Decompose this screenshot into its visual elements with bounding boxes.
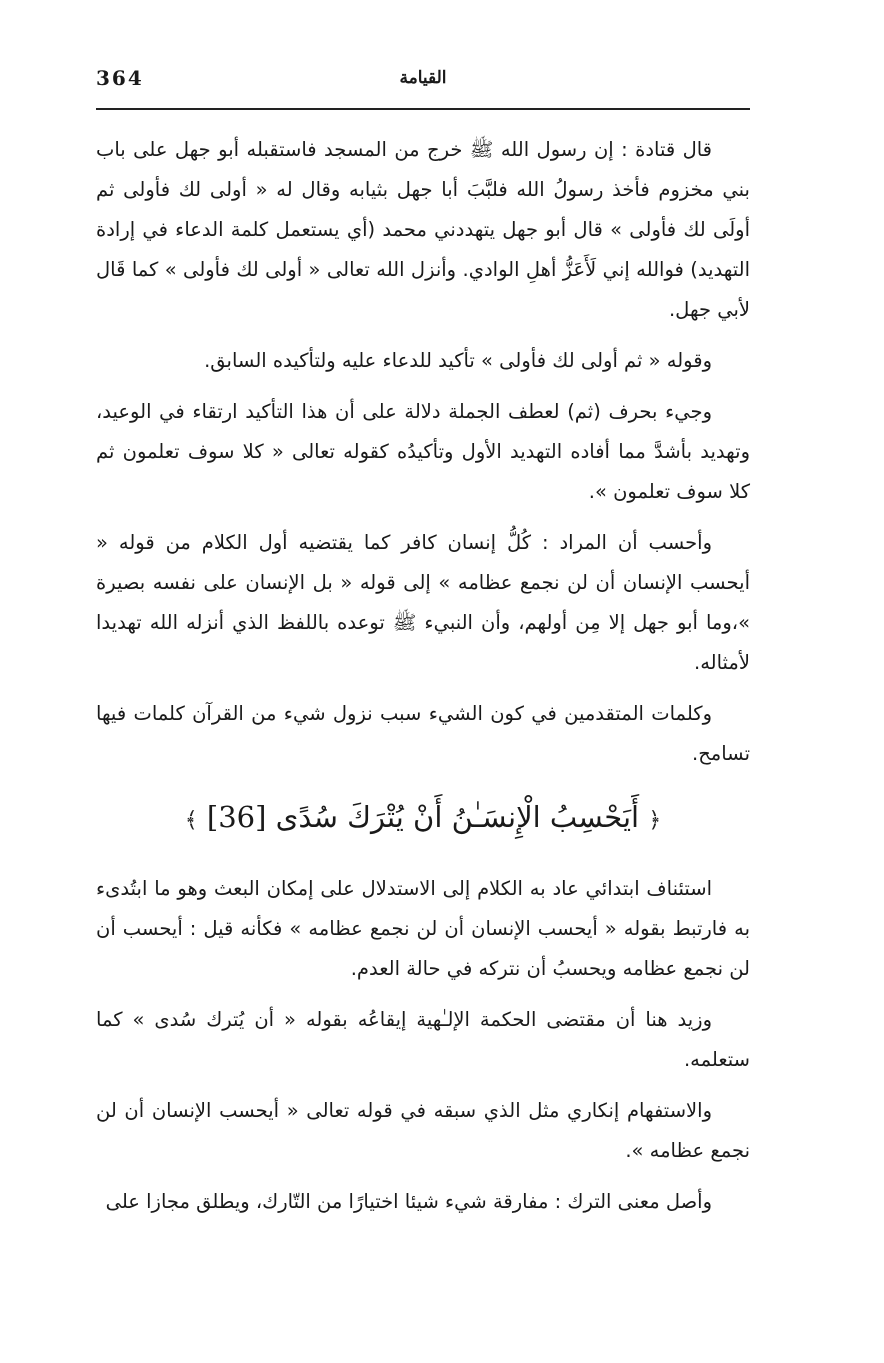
- header-divider: [96, 108, 750, 110]
- paragraph: وأصل معنى الترك : مفارقة شيء شيئا اختيارًا من التّارك، ويطلق مجازا على: [105, 1190, 712, 1213]
- quran-verse: [96, 785, 750, 853]
- verse-open-bracket: ﴿: [648, 808, 662, 833]
- paragraph: استئناف ابتدائي عاد به الكلام إلى الاستدلال على إمكان البعث وهو ما ابتُدىء به فارتبط بقوله « أيحسب الإنسان أن لن نجمع عظامه » فكأنه قيل : أيحسب أن لن نجمع عظامه ويحسبُ أن نتركه في حالة العدم.: [96, 877, 750, 980]
- verse-close-bracket: ﴾: [184, 808, 198, 833]
- page-number: 364: [96, 66, 144, 90]
- paragraph: وجيء بحرف (ثم) لعطف الجملة دلالة على أن هذا التأكيد ارتقاء في الوعيد، وتهديد بأشدَّ مما أفاده التهديد الأول وتأكيدُه كقوله تعالى « كلا سوف تعلمون ثم كلا سوف تعلمون ».: [96, 400, 750, 503]
- paragraph: وأحسب أن المراد : كُلُّ إنسان كافر كما يقتضيه أول الكلام من قوله « أيحسب الإنسان أن لن نجمع عظامه » إلى قوله « بل الإنسان على نفسه بصيرة »،وما أبو جهل إلا مِن أولهم، وأن النبيء ﷺ توعده باللفظ الذي أنزله الله تهديدا لأمثاله.: [96, 531, 750, 674]
- paragraph: قال قتادة : إن رسول الله ﷺ خرج من المسجد فاستقبله أبو جهل على باب بني مخزوم فأخذ رسولُ الله فلبَّبَ أبا جهل بثيابه وقال له « أولى لك فأولى ثم أولَى لك فأولى » قال أبو جهل يتهددني محمد (أي يستعمل كلمة الدعاء في إرادة التهديد) فوالله إني لَأَعَزُّ أهلِ الوادي. وأنزل الله تعالى « أولى لك فأولى » كما قَال لأبي جهل.: [96, 138, 750, 321]
- chapter-title: القيامة: [399, 68, 447, 88]
- page-header: [96, 58, 750, 104]
- paragraph: والاستفهام إنكاري مثل الذي سبقه في قوله تعالى « أيحسب الإنسان أن لن نجمع عظامه ».: [96, 1099, 750, 1162]
- paragraph: وزيد هنا أن مقتضى الحكمة الإلـٰهية إيقاعُه بقوله « أن يُترك سُدى » كما ستعلمه.: [96, 1008, 750, 1071]
- verse-text: أَيَحْسِبُ الْإِنسَـٰنُ أَنْ يُتْرَكَ سُدًى [36]: [206, 800, 640, 834]
- paragraph: وقوله « ثم أولى لك فأولى » تأكيد للدعاء عليه ولتأكيده السابق.: [204, 349, 712, 372]
- paragraph: وكلمات المتقدمين في كون الشيء سبب نزول شيء من القرآن كلمات فيها تسامح.: [96, 702, 750, 765]
- body-text: [96, 130, 750, 1233]
